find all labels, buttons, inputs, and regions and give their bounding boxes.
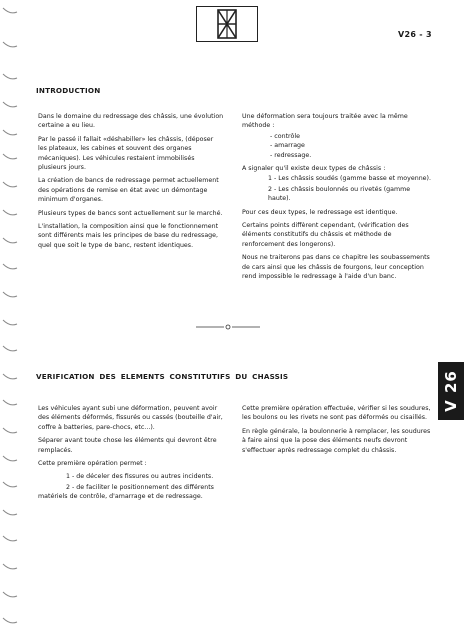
- list-item: - contrôle: [270, 132, 300, 140]
- paragraph: Cette première opération effectuée, vérifier si les soudures, les boulons ou les rivets ne sont pas déformés ou cisaillés.: [242, 405, 431, 422]
- punch-mark-icon: [2, 318, 18, 328]
- punch-mark-icon: [2, 590, 18, 600]
- punch-mark-icon: [2, 40, 18, 50]
- paragraph: Certains points diffèrent cependant, (vérification des éléments constitutifs du châssis et méthode de renforcement des longerons).: [242, 222, 409, 248]
- paragraph: Plusieurs types de bancs sont actuellement sur le marché.: [38, 209, 223, 217]
- page-reference: V26 - 3: [398, 30, 432, 39]
- paragraph: En règle générale, la boulonnerie à remplacer, les soudures à faire ainsi que la pose des éléments neufs devront s'effectuer après redressage complet du châssis.: [242, 427, 431, 454]
- paragraph: Cette première opération permet :: [38, 460, 147, 468]
- punch-mark-icon: [2, 454, 18, 464]
- verification-right-column: [242, 404, 432, 459]
- list-item: 2 - Les châssis boulonnés ou rivetés (gamme haute).: [268, 185, 411, 203]
- punch-mark-icon: [2, 398, 18, 408]
- list-item: 1 - Les châssis soudés (gamme basse et moyenne).: [268, 175, 432, 183]
- list-item: - amarrage: [270, 142, 305, 150]
- chapter-tab-label: V 26: [442, 370, 460, 412]
- punch-mark-icon: [2, 508, 18, 518]
- paragraph: Nous ne traiterons pas dans ce chapitre les soubassements de cars ainsi que les châssis de fourgons, leur conception rend impossible le redressage à l'aide d'un banc.: [242, 254, 430, 281]
- paragraph: A signaler qu'il existe deux types de châssis :: [242, 165, 386, 173]
- verification-left-column: [38, 404, 226, 506]
- punch-mark-icon: [2, 480, 18, 490]
- punch-mark-icon: [2, 290, 18, 300]
- list-item: 1 - de déceler des fissures ou autres incidents.: [66, 473, 214, 481]
- punch-mark-icon: [2, 262, 18, 272]
- chapter-side-tab: [438, 362, 464, 420]
- paragraph: La création de bancs de redressage permet actuellement des opérations de remise en état avec un démontage minimum d'organes.: [38, 177, 219, 204]
- punch-mark-icon: [2, 208, 18, 218]
- section-title-introduction: INTRODUCTION: [36, 86, 101, 95]
- header-logo: [196, 6, 258, 42]
- paragraph: L'installation, la composition ainsi que le fonctionnement sont différents mais les principes de base du redressage, quel que soit le type de banc, restent identiques.: [38, 223, 219, 249]
- punch-mark-icon: [2, 6, 18, 16]
- paragraph: Une déformation sera toujours traitée avec la même méthode :: [242, 113, 408, 130]
- punch-mark-icon: [2, 152, 18, 162]
- introduction-right-column: [242, 112, 432, 286]
- paragraph: Pour ces deux types, le redressage est identique.: [242, 208, 398, 216]
- punch-mark-icon: [2, 562, 18, 572]
- introduction-left-column: [38, 112, 224, 254]
- section-separator: [196, 324, 260, 330]
- seat-frame-logo-icon: [216, 9, 238, 39]
- paragraph: Par le passé il fallait «déshabiller» les châssis, (déposer les plateaux, les cabines et souvent des organes mécaniques). Les véhicules restaient immobilisés plusieurs jours.: [38, 135, 214, 172]
- paragraph: Séparer avant toute chose les éléments qui devront être remplacés.: [38, 437, 217, 454]
- paragraph: Dans le domaine du redressage des châssis, une évolution certaine a eu lieu.: [38, 113, 224, 130]
- paragraph: Les véhicules ayant subi une déformation, peuvent avoir des éléments déformés, fissurés ou cassés (bouteille d'air, coffre à batteries, pare-chocs, etc...).: [38, 405, 223, 431]
- punch-mark-icon: [2, 180, 18, 190]
- punch-mark-icon: [2, 372, 18, 382]
- list-item: 2 - de faciliter le positionnement des différents matériels de contrôle, d'amarrage et de redressage.: [38, 483, 214, 501]
- punch-mark-icon: [2, 100, 18, 110]
- punch-mark-icon: [2, 236, 18, 246]
- punch-mark-icon: [2, 344, 18, 354]
- punch-mark-icon: [2, 426, 18, 436]
- punch-mark-icon: [2, 534, 18, 544]
- punch-mark-icon: [2, 616, 18, 626]
- punch-mark-icon: [2, 128, 18, 138]
- list-item: - redressage.: [270, 151, 312, 159]
- section-title-verification: VERIFICATION DES ELEMENTS CONSTITUTIFS DU CHASSIS: [36, 372, 289, 381]
- punch-mark-icon: [2, 72, 18, 82]
